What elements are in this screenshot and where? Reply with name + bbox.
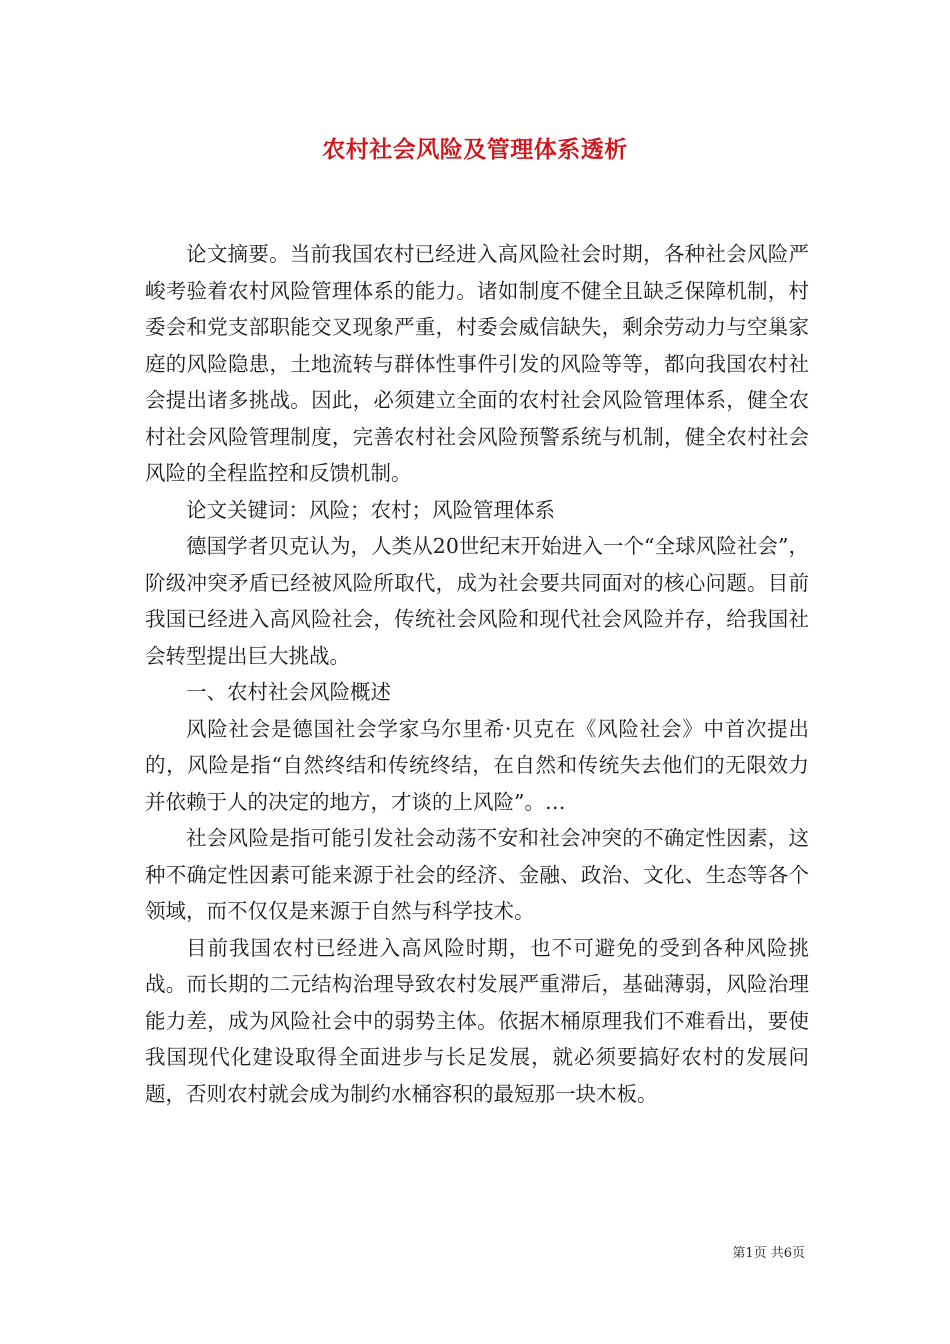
document-body bbox=[145, 236, 809, 1112]
page-number: 第1页 共6页 bbox=[732, 1246, 805, 1261]
section-heading: 一、农村社会风险概述 bbox=[186, 680, 391, 704]
body-paragraph: 社会风险是指可能引发社会动荡不安和社会冲突的不确定性因素，这种不确定性因素可能来源于社会的经济、金融、政治、文化、生态等各个领域，而不仅仅是来源于自然与科学技术。 bbox=[145, 826, 809, 923]
body-paragraph: 风险社会是德国社会学家乌尔里希·贝克在《风险社会》中首次提出的，风险是指“自然终结和传统终结，在自然和传统失去他们的无限效力并依赖于人的决定的地方，才谈的上风险”。… bbox=[145, 716, 809, 814]
keywords-paragraph: 论文关键词：风险；农村；风险管理体系 bbox=[186, 497, 555, 522]
abstract-paragraph: 论文摘要。当前我国农村已经进入高风险社会时期，各种社会风险严峻考验着农村风险管理体系的能力。诸如制度不健全且缺乏保障机制，村委会和党支部职能交叉现象严重，村委会威信缺失，剩余劳动力与空巢家庭的风险隐患，土地流转与群体性事件引发的风险等等，都向我国农村社会提出诸多挑战。因此，必须建立全面的农村社会风险管理体系，健全农村社会风险管理制度，完善农村社会风险预警系统与机制，健全农村社会风险的全程监控和反馈机制。 bbox=[145, 242, 809, 485]
document-title: 农村社会风险及管理体系透析 bbox=[322, 136, 628, 163]
body-paragraph: 目前我国农村已经进入高风险时期，也不可避免的受到各种风险挑战。而长期的二元结构治理导致农村发展严重滞后，基础薄弱，风险治理能力差，成为风险社会中的弱势主体。依据木桶原理我们不难看出，要使我国现代化建设取得全面进步与长足发展，就必须要搞好农村的发展问题，否则农村就会成为制约水桶容积的最短那一块木板。 bbox=[145, 935, 809, 1106]
intro-paragraph: 德国学者贝克认为，人类从20世纪末开始进入一个“全球风险社会”，阶级冲突矛盾已经被风险所取代，成为社会要共同面对的核心问题。目前我国已经进入高风险社会，传统社会风险和现代社会风险并存，给我国社会转型提出巨大挑战。 bbox=[145, 534, 809, 668]
